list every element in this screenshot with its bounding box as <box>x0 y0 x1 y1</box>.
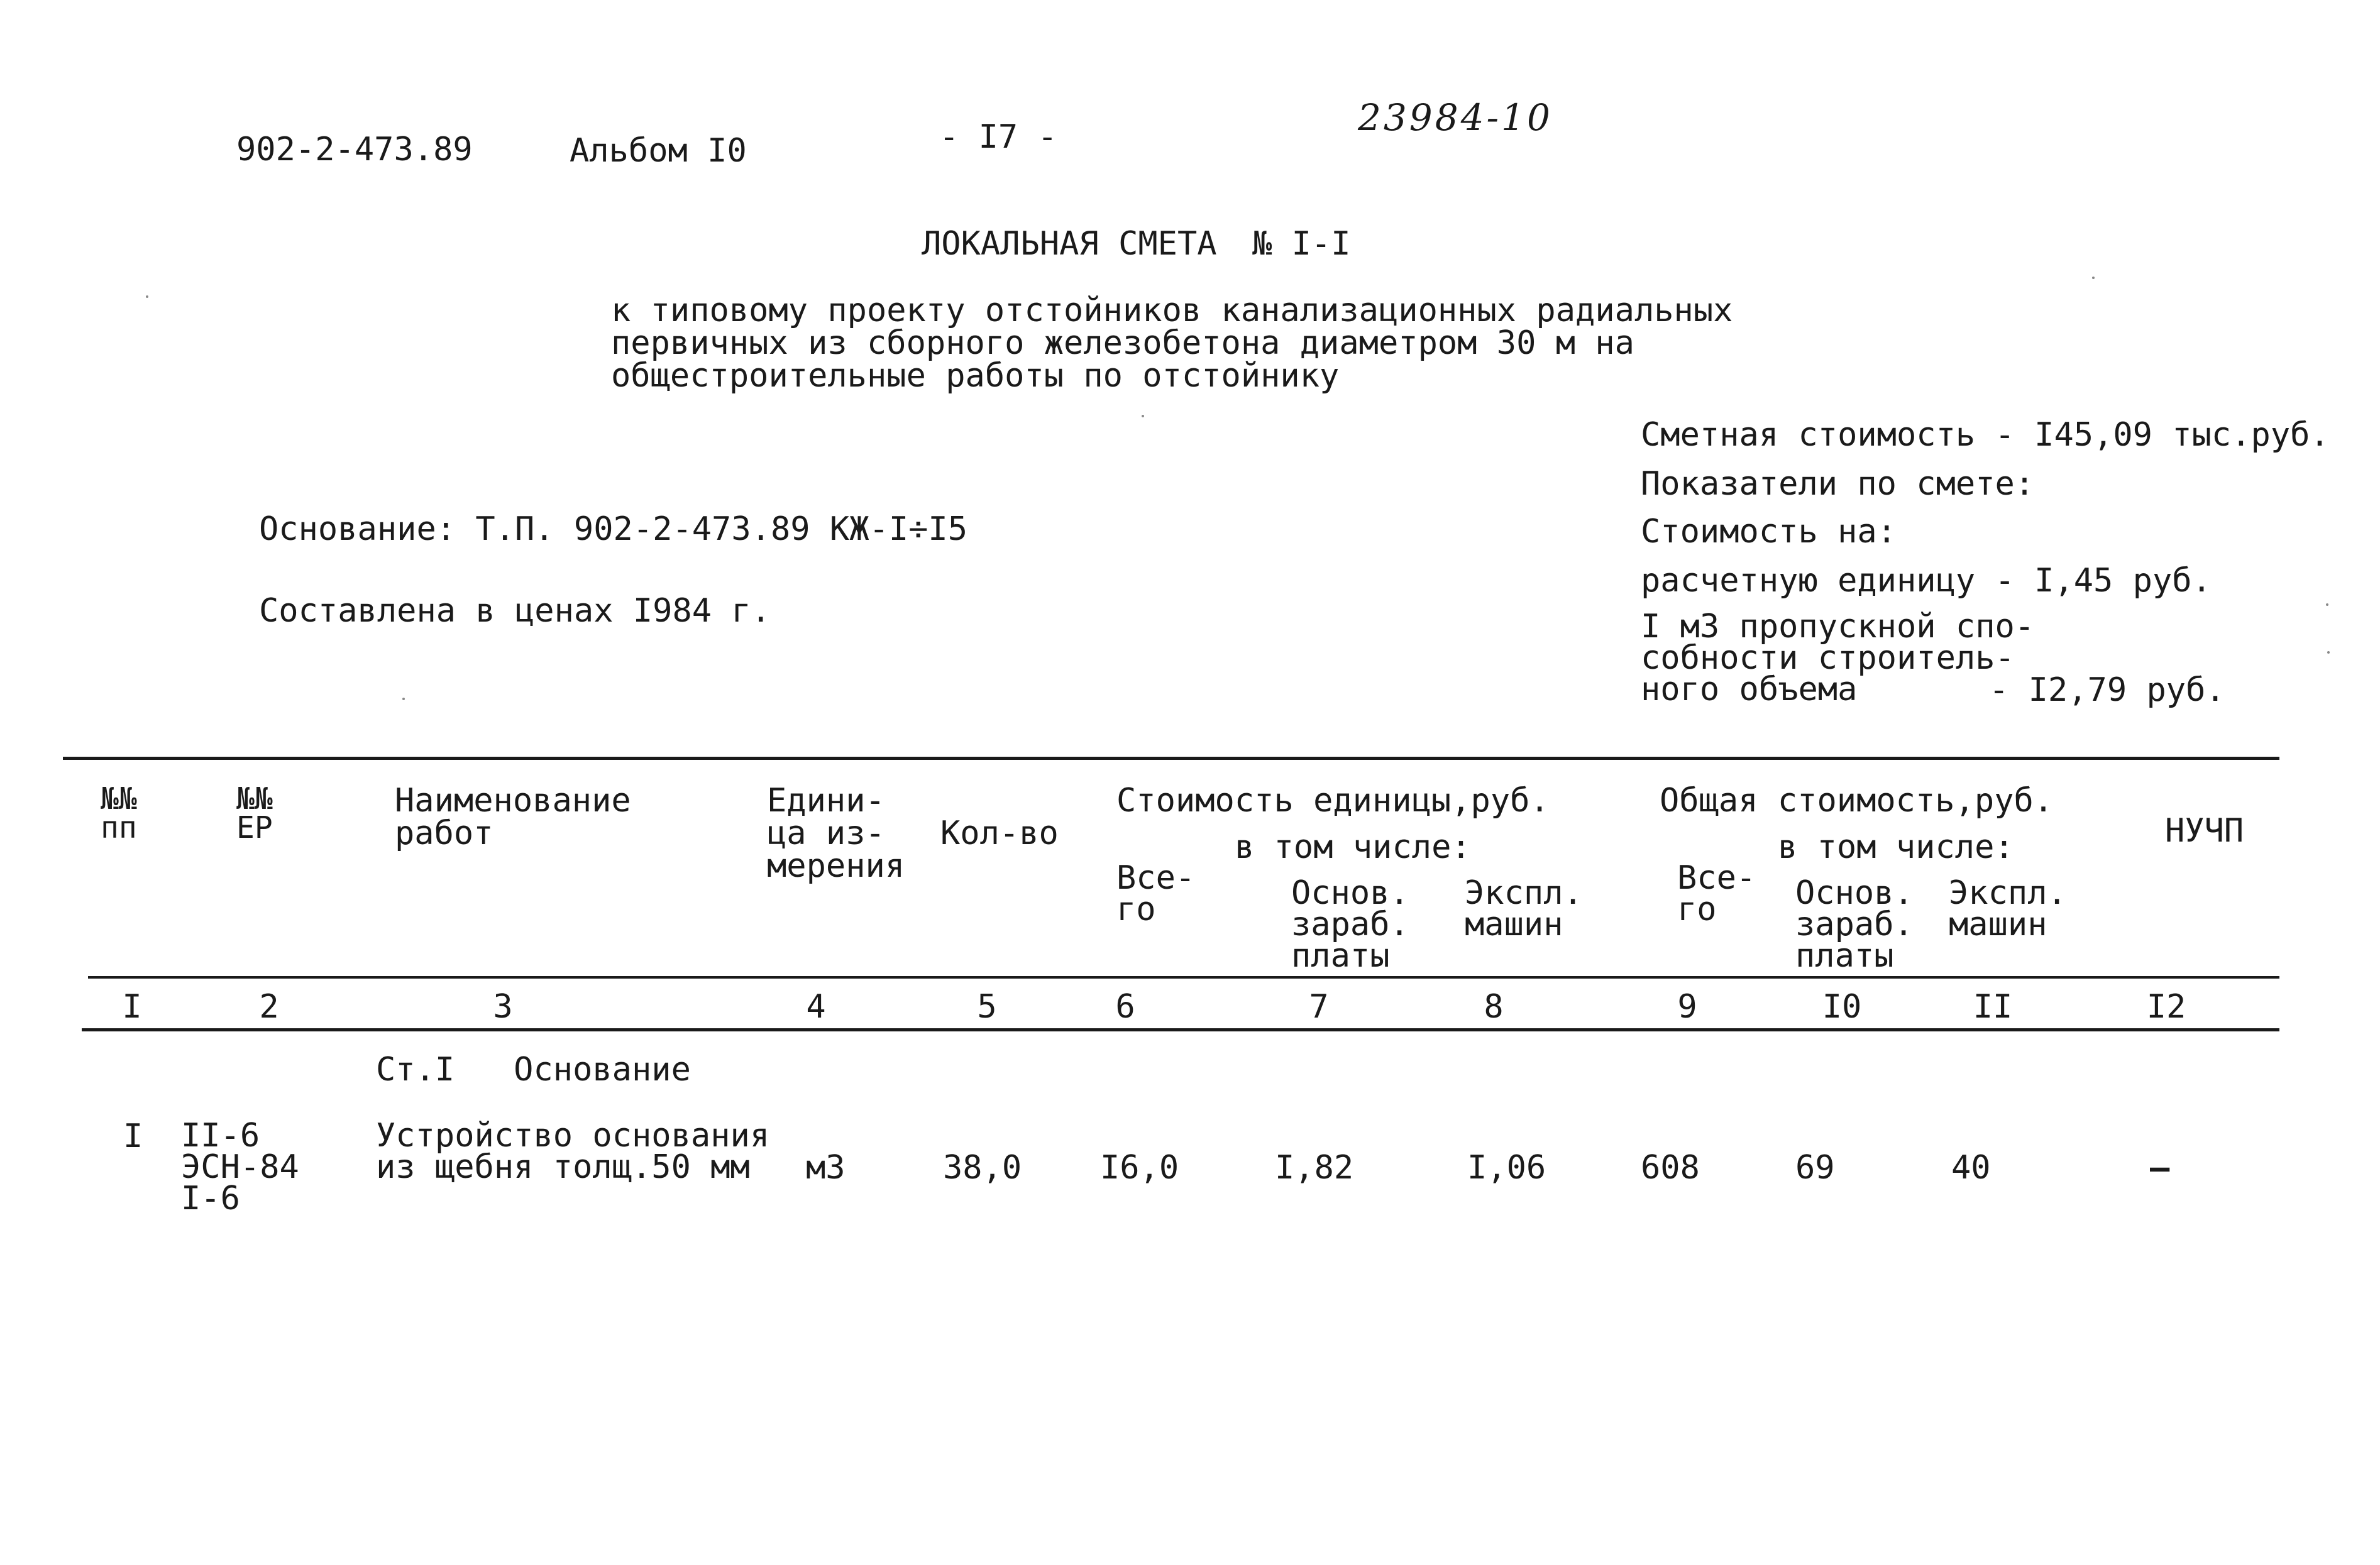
page-title: ЛОКАЛЬНАЯ СМЕТА <box>922 225 1217 263</box>
col-number-3: 3 <box>493 988 513 1026</box>
row-work-name: Устройство основания из щебня толщ.50 мм <box>376 1117 770 1186</box>
page-number: - I7 - <box>939 118 1057 156</box>
header-unit: Едини- ца из- мерения <box>767 782 905 885</box>
subtitle-line-3: общестроительные работы по отстойнику <box>611 357 1340 395</box>
prices-text: Составлена в ценах I984 г. <box>259 592 771 630</box>
scan-speck <box>2326 603 2328 606</box>
scan-speck <box>146 295 148 298</box>
col-number-8: 8 <box>1484 988 1504 1026</box>
handwritten-stamp: 23984-10 <box>1358 96 1553 139</box>
col-number-7: 7 <box>1309 988 1329 1026</box>
col-number-9: 9 <box>1677 988 1697 1026</box>
header-nuchp: НУЧП <box>2165 812 2244 850</box>
row-qty: 38,0 <box>943 1149 1022 1187</box>
basis-text: Основание: Т.П. 902-2-473.89 КЖ-I÷I5 <box>259 510 968 548</box>
m3-line-2: собности строитель- <box>1641 639 2015 677</box>
scan-speck <box>2092 277 2095 279</box>
row-unit-total: I6,0 <box>1100 1149 1179 1187</box>
col-number-11: II <box>1973 988 2013 1026</box>
indicators-label: Показатели по смете: <box>1641 465 2035 503</box>
row-unit: м3 <box>806 1149 846 1187</box>
header-total-cost-sub: в том числе: <box>1778 828 2014 866</box>
subtitle-line-2: первичных из сборного железобетона диаметром 30 м на <box>611 324 1634 362</box>
row-er-code: II-6 ЭСН-84 I-6 <box>181 1117 299 1217</box>
table-top-rule <box>63 757 2279 760</box>
header-unit-cost-sub: в том числе: <box>1235 828 1471 866</box>
row-unit-machines: I,06 <box>1467 1149 1546 1187</box>
cost-per-unit: расчетную единицу - I,45 руб. <box>1641 562 2212 600</box>
header-unit-wage: Основ. зараб. платы <box>1291 874 1409 975</box>
col-number-6: 6 <box>1115 988 1135 1026</box>
row-number: I <box>123 1117 143 1155</box>
col-number-10: I0 <box>1822 988 1862 1026</box>
section-heading: Ст.I Основание <box>376 1051 691 1089</box>
col-number-12: I2 <box>2146 988 2186 1026</box>
document-code: 902-2-473.89 <box>236 131 473 168</box>
row-total-wage: 69 <box>1795 1149 1835 1187</box>
cost-per-label: Стоимость на: <box>1641 513 1897 551</box>
scan-speck <box>2327 651 2330 654</box>
estimate-number: № I-I <box>1252 225 1351 263</box>
header-npp: №№ пп <box>101 781 137 845</box>
col-number-5: 5 <box>977 988 997 1026</box>
header-unit-machines: Экспл. машин <box>1465 874 1583 943</box>
album-label: Альбом I0 <box>570 132 747 170</box>
header-er: №№ ЕР <box>236 781 273 845</box>
header-total-total: Все- го <box>1677 859 1756 928</box>
cost-per-m3-value: - I2,79 руб. <box>1989 671 2225 709</box>
header-bottom-rule <box>88 976 2279 979</box>
subtitle <box>611 292 1733 395</box>
row-total-total: 608 <box>1641 1149 1700 1187</box>
row-nuchp: – <box>2150 1149 2170 1187</box>
header-total-wage: Основ. зараб. платы <box>1795 874 1914 975</box>
column-numbers-rule <box>82 1028 2279 1031</box>
m3-line-3: ного объема <box>1641 671 1858 708</box>
header-total-cost-group: Общая стоимость,руб. <box>1660 782 2054 820</box>
row-unit-wage: I,82 <box>1275 1149 1354 1187</box>
scan-speck <box>402 698 405 700</box>
m3-line-1: I м3 пропускной спо- <box>1641 608 2035 645</box>
header-name: Наименование работ <box>395 782 631 852</box>
header-unit-cost-group: Стоимость единицы,руб. <box>1116 782 1550 820</box>
scan-speck <box>1142 415 1144 417</box>
col-number-2: 2 <box>259 988 279 1026</box>
subtitle-line-1: к типовому проекту отстойников канализационных радиальных <box>611 292 1733 329</box>
row-total-machines: 40 <box>1951 1149 1991 1187</box>
col-number-4: 4 <box>806 988 826 1026</box>
cost-per-m3-label <box>1641 608 2035 708</box>
col-number-1: I <box>122 988 142 1026</box>
header-unit-total: Все- го <box>1116 859 1196 928</box>
estimated-cost: Сметная стоимость - I45,09 тыс.руб. <box>1641 416 2330 454</box>
header-total-machines: Экспл. машин <box>1949 874 2067 943</box>
header-qty: Кол-во <box>940 815 1059 852</box>
